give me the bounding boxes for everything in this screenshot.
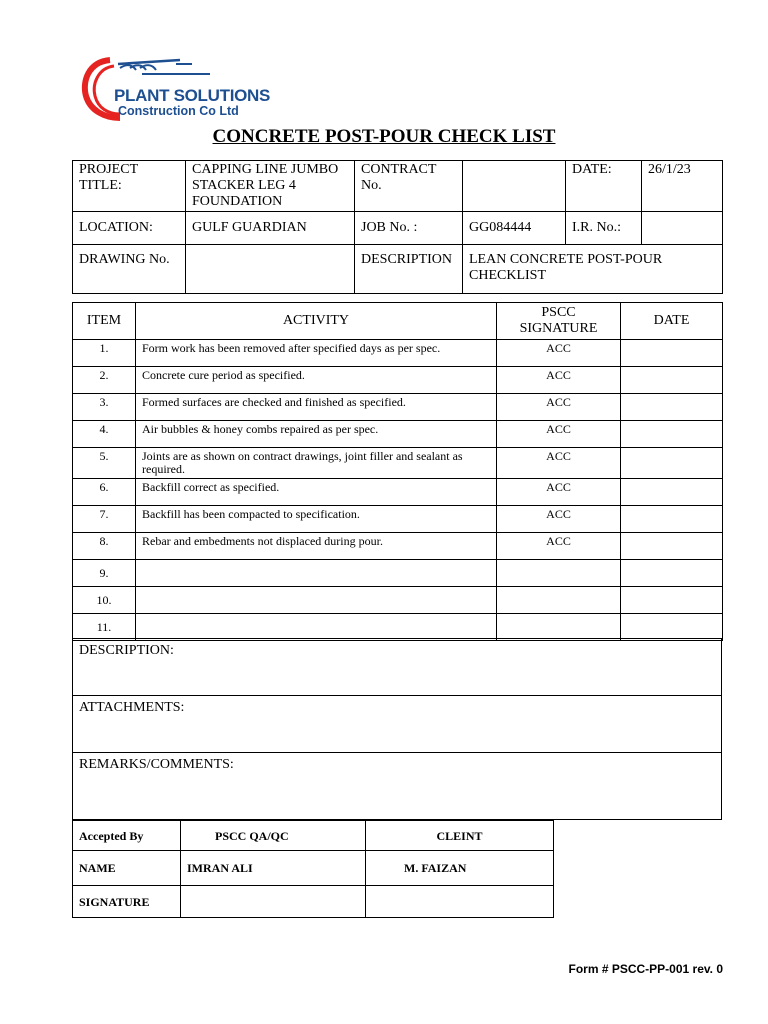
activity-text: Formed surfaces are checked and finished as specified. xyxy=(136,394,497,421)
table-row xyxy=(73,560,723,587)
table-row xyxy=(73,614,723,641)
signature-cell[interactable] xyxy=(497,587,621,614)
table-row xyxy=(73,421,723,448)
signature-label: SIGNATURE xyxy=(73,886,181,918)
job-value[interactable]: GG084444 xyxy=(463,212,566,245)
client-label: CLEINT xyxy=(366,821,554,851)
accepted-by-label: Accepted By xyxy=(73,821,181,851)
date-cell[interactable] xyxy=(621,614,723,641)
signature-cell[interactable]: ACC xyxy=(497,448,621,479)
date-label: DATE: xyxy=(566,161,642,212)
location-value[interactable]: GULF GUARDIAN xyxy=(186,212,355,245)
date-cell[interactable] xyxy=(621,421,723,448)
date-cell[interactable] xyxy=(621,448,723,479)
date-header: DATE xyxy=(621,303,723,340)
activity-text: Backfill has been compacted to specification. xyxy=(136,506,497,533)
item-number: 10. xyxy=(73,587,136,614)
activity-text: Air bubbles & honey combs repaired as per spec. xyxy=(136,421,497,448)
item-number: 1. xyxy=(73,340,136,367)
item-number: 8. xyxy=(73,533,136,560)
table-row xyxy=(73,587,723,614)
table-row xyxy=(73,394,723,421)
activity-text: Form work has been removed after specified days as per spec. xyxy=(136,340,497,367)
document-title: CONCRETE POST-POUR CHECK LIST xyxy=(212,126,556,147)
item-header: ITEM xyxy=(73,303,136,340)
project-info-table xyxy=(72,160,723,294)
signature-cell[interactable] xyxy=(497,560,621,587)
description-notes-field[interactable]: DESCRIPTION: xyxy=(73,639,722,696)
signature-cell[interactable]: ACC xyxy=(497,479,621,506)
item-number: 9. xyxy=(73,560,136,587)
pscc-name[interactable]: IMRAN ALI xyxy=(181,851,366,886)
activity-text[interactable] xyxy=(136,614,497,641)
contract-value[interactable] xyxy=(463,161,566,212)
name-label: NAME xyxy=(73,851,181,886)
activity-text[interactable] xyxy=(136,560,497,587)
signature-cell[interactable]: ACC xyxy=(497,340,621,367)
activity-text[interactable] xyxy=(136,587,497,614)
date-cell[interactable] xyxy=(621,560,723,587)
signature-header: PSCC SIGNATURE xyxy=(497,303,621,340)
table-row xyxy=(73,367,723,394)
description-value[interactable]: LEAN CONCRETE POST-POUR CHECKLIST xyxy=(463,245,723,294)
signoff-table xyxy=(72,820,554,918)
table-row xyxy=(73,448,723,479)
date-cell[interactable] xyxy=(621,340,723,367)
signature-cell[interactable]: ACC xyxy=(497,533,621,560)
signature-cell[interactable]: ACC xyxy=(497,394,621,421)
logo-company-name: PLANT SOLUTIONS xyxy=(114,86,271,105)
item-number: 3. xyxy=(73,394,136,421)
contract-label: CONTRACT No. xyxy=(355,161,463,212)
checklist-table xyxy=(72,302,723,641)
activity-text: Backfill correct as specified. xyxy=(136,479,497,506)
location-label: LOCATION: xyxy=(73,212,186,245)
date-cell[interactable] xyxy=(621,506,723,533)
item-number: 2. xyxy=(73,367,136,394)
date-cell[interactable] xyxy=(621,479,723,506)
drawing-value[interactable] xyxy=(186,245,355,294)
item-number: 5. xyxy=(73,448,136,479)
signature-cell[interactable]: ACC xyxy=(497,506,621,533)
notes-table xyxy=(72,638,722,820)
pscc-signature[interactable] xyxy=(181,886,366,918)
date-cell[interactable] xyxy=(621,367,723,394)
item-number: 11. xyxy=(73,614,136,641)
client-name[interactable]: M. FAIZAN xyxy=(366,851,554,886)
signature-cell[interactable] xyxy=(497,614,621,641)
ir-label: I.R. No.: xyxy=(566,212,642,245)
date-value[interactable]: 26/1/23 xyxy=(642,161,723,212)
item-number: 4. xyxy=(73,421,136,448)
item-number: 6. xyxy=(73,479,136,506)
table-row xyxy=(73,506,723,533)
table-row xyxy=(73,533,723,560)
date-cell[interactable] xyxy=(621,587,723,614)
drawing-label: DRAWING No. xyxy=(73,245,186,294)
table-row xyxy=(73,479,723,506)
form-number: Form # PSCC-PP-001 rev. 0 xyxy=(568,962,723,976)
signature-cell[interactable]: ACC xyxy=(497,367,621,394)
attachments-field[interactable]: ATTACHMENTS: xyxy=(73,696,722,753)
client-signature[interactable] xyxy=(366,886,554,918)
date-cell[interactable] xyxy=(621,533,723,560)
pscc-qaqc-label: PSCC QA/QC xyxy=(181,821,366,851)
signature-cell[interactable]: ACC xyxy=(497,421,621,448)
table-row xyxy=(73,340,723,367)
logo-company-subtitle: Construction Co Ltd xyxy=(118,104,239,118)
ir-value[interactable] xyxy=(642,212,723,245)
activity-text: Rebar and embedments not displaced during pour. xyxy=(136,533,497,560)
remarks-field[interactable]: REMARKS/COMMENTS: xyxy=(73,753,722,820)
activity-text: Joints are as shown on contract drawings, joint filler and sealant as required. xyxy=(136,448,497,479)
item-number: 7. xyxy=(73,506,136,533)
activity-header: ACTIVITY xyxy=(136,303,497,340)
project-title-value[interactable]: CAPPING LINE JUMBO STACKER LEG 4 FOUNDATION xyxy=(186,161,355,212)
activity-text: Concrete cure period as specified. xyxy=(136,367,497,394)
date-cell[interactable] xyxy=(621,394,723,421)
description-label: DESCRIPTION xyxy=(355,245,463,294)
project-title-label: PROJECT TITLE: xyxy=(73,161,186,212)
job-label: JOB No. : xyxy=(355,212,463,245)
